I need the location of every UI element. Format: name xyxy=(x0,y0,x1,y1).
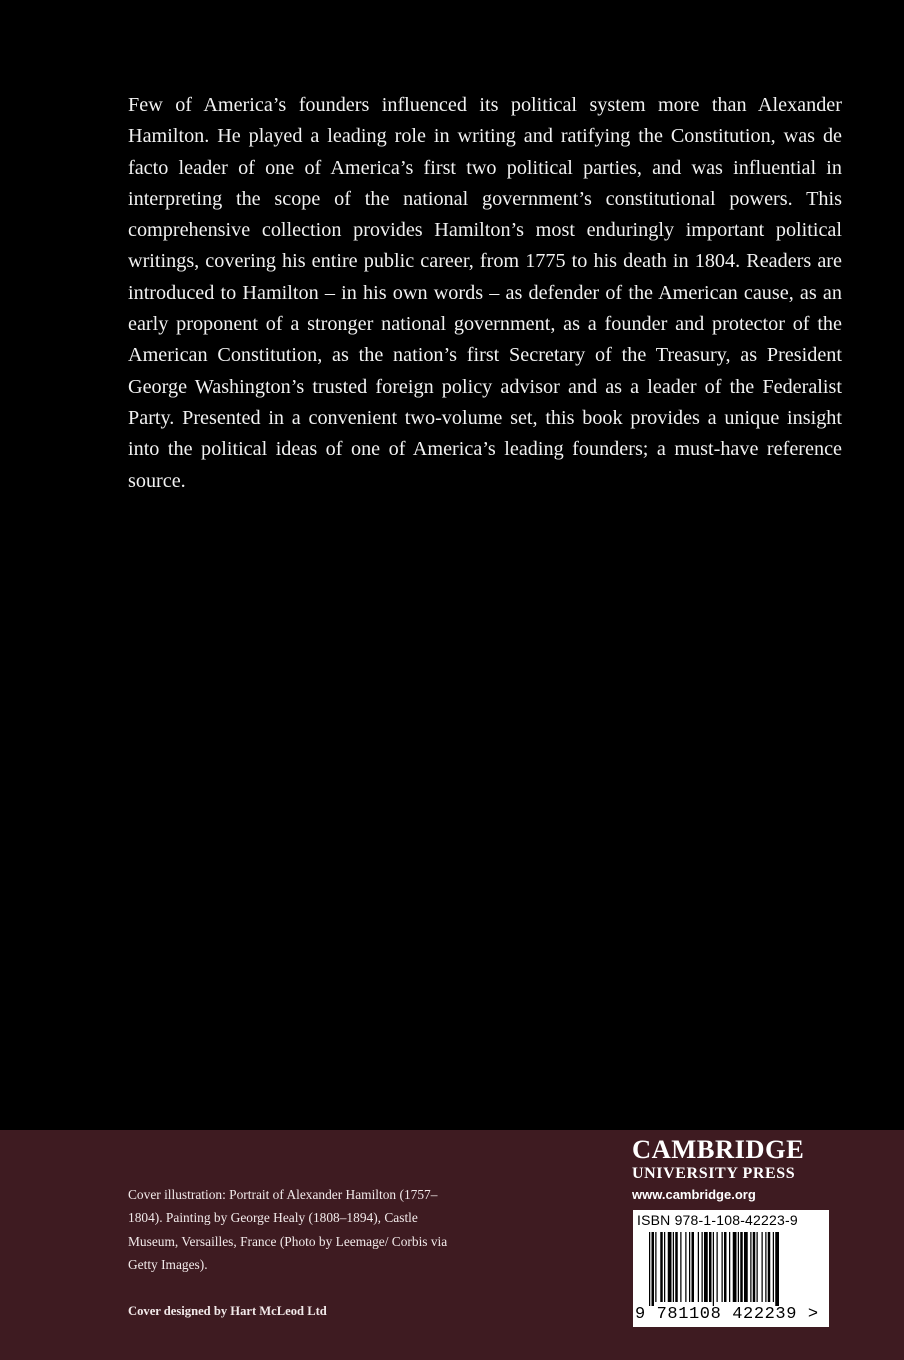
barcode-bar xyxy=(649,1232,650,1306)
barcode-bar xyxy=(664,1232,665,1302)
barcode-bar xyxy=(673,1232,674,1302)
barcode-bar xyxy=(765,1232,766,1302)
barcode-bar xyxy=(702,1232,703,1302)
barcode-bar xyxy=(722,1232,723,1302)
barcode-bar xyxy=(724,1232,727,1302)
barcode-bar xyxy=(685,1232,686,1302)
barcode-bar xyxy=(757,1232,758,1302)
barcode-bar xyxy=(753,1232,756,1302)
barcode-bar xyxy=(689,1232,690,1302)
barcode-bar xyxy=(655,1232,656,1302)
publisher-name: CAMBRIDGE xyxy=(632,1134,805,1164)
barcode-bar xyxy=(709,1232,712,1302)
barcode-bar xyxy=(750,1232,751,1302)
barcode-bar xyxy=(680,1232,681,1302)
publisher-url: www.cambridge.org xyxy=(632,1187,756,1202)
back-cover-blurb: Few of America’s founders influenced its political system more than Alexander Hamilton. He played a leading role in writing and ratifying the Constitution, was de facto leader of one of America’s first two political parties, and was influential in interpreting the scope of the national government’s constitutional powers. This comprehensive collection provides Hamilton’s most enduringly important political writings, covering his entire public career, from 1775 to his death in 1804. Readers are introduced to Hamilton – in his own words – as defender of the American cause, as an early proponent of a stronger national government, as a founder and protector of the American Constitution, as the nation’s first Secretary of the Treasury, as President George Washington’s trusted foreign policy advisor and as a leader of the Federalist Party. Presented in a convenient two-volume set, this book provides a unique insight into the political ideas of one of America’s leading founders; a must-have reference source. xyxy=(128,94,842,492)
publisher-logo xyxy=(632,1134,832,1206)
barcode-bar xyxy=(744,1232,748,1302)
barcode-bar xyxy=(692,1232,695,1302)
barcode-bar xyxy=(740,1232,743,1302)
barcode-bar xyxy=(738,1232,739,1302)
barcode-bar xyxy=(717,1232,718,1302)
barcode-bar xyxy=(704,1232,708,1302)
barcode-bar xyxy=(762,1232,763,1302)
isbn-label: ISBN 978-1-108-42223-9 xyxy=(637,1212,798,1228)
publisher-subtitle: UNIVERSITY PRESS xyxy=(632,1165,796,1182)
barcode-bar xyxy=(660,1232,663,1302)
barcode-bar xyxy=(729,1232,730,1302)
barcode-bar xyxy=(698,1232,699,1302)
barcode-bar xyxy=(652,1232,655,1306)
cover-designer-credit: Cover designed by Hart McLeod Ltd xyxy=(128,1304,327,1318)
barcode-bar xyxy=(713,1232,714,1306)
barcode-bar xyxy=(675,1232,678,1302)
isbn-barcode xyxy=(633,1210,829,1327)
barcode-bar xyxy=(775,1232,779,1306)
barcode-digits: 9 781108 422239 > xyxy=(635,1305,819,1324)
cover-illustration-credit: Cover illustration: Portrait of Alexander Hamilton (1757–1804). Painting by George Healy (1808–1894), Castle Museum, Versailles, France (Photo by Leemage/ Corbis via Getty Images). xyxy=(128,1187,448,1272)
barcode-bar xyxy=(733,1232,737,1302)
barcode-bar xyxy=(773,1232,774,1302)
barcode-bar xyxy=(768,1232,771,1302)
barcode-bar xyxy=(668,1232,672,1302)
